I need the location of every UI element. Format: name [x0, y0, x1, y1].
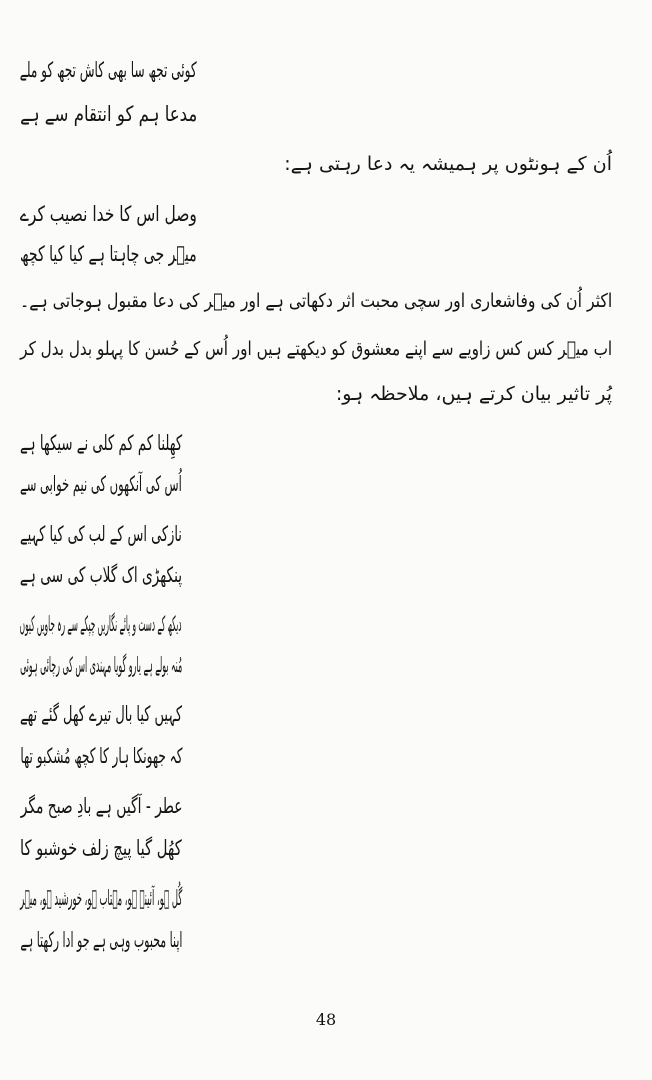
poem2-line2: میؔر جی چاہتا ہے کیا کیا کچھ [20, 242, 197, 266]
paragraph-line3: پُر تاثیر بیان کرتے ہیں، ملاحظہ ہو: [335, 383, 612, 405]
couplet-line: کھُل گیا پیچ زلف خوشبو کا [20, 836, 182, 860]
couplet-line: کہ جھونکا ہار کا کچھ مُشکبو تھا [19, 744, 182, 768]
couplet-line: عطر - آگیں ہے بادِ صبح مگر [20, 794, 182, 818]
couplet-line: اُس کی آنکھوں کی نیم خوابی سے [20, 472, 182, 496]
paragraph-line1: اکثر اُن کی وفاشعاری اور سچی محبت اثر دکھاتی ہے اور میؔر کی دعا مقبول ہوجاتی ہے۔ [19, 290, 612, 312]
couplet-line: پنکھڑی اک گلاب کی سی ہے [19, 563, 182, 587]
couplet-line: مُنہ بولے ہے یارو گویا مہندی اس کی رچائی ہوئی [19, 653, 182, 677]
couplet-line: کھِلنا کم کم کلی نے سیکھا ہے [19, 431, 182, 455]
intro-text: اُن کے ہونٹوں پر ہمیشہ یہ دعا رہتی ہے: [284, 153, 612, 175]
couplet-line: کہیں کیا بال تیرے کھل گئے تھے [19, 702, 182, 726]
poem2-line1: وصل اس کا خدا نصیب کرے [19, 202, 197, 226]
couplet-line: اپنا محبوب وہی ہے جو ادا رکھتا ہے [19, 928, 182, 952]
couplet-line: گُل ہو، آئینہ ہو، مہتاب ہو، خورشید ہو، میؔر [19, 886, 182, 910]
couplet-line: نازکی اس کے لب کی کیا کہیے [20, 522, 182, 546]
poem1-line2: مدعا ہم کو انتقام سے ہے [19, 102, 197, 126]
paragraph-line2: اب میؔر کس کس زاویے سے اپنے معشوق کو دیکھتے ہیں اور اُس کے حُسن کا پہلو بدل بدل کر [19, 338, 612, 360]
couplet-line: دیکھ کے دست و پائے نگاریں چپکے سے رہ جاویں کیوں [20, 612, 183, 636]
page-number: 48 [315, 1010, 337, 1029]
poem1-line1: کوئی تجھ سا بھی کاش تجھ کو ملے [20, 58, 197, 82]
